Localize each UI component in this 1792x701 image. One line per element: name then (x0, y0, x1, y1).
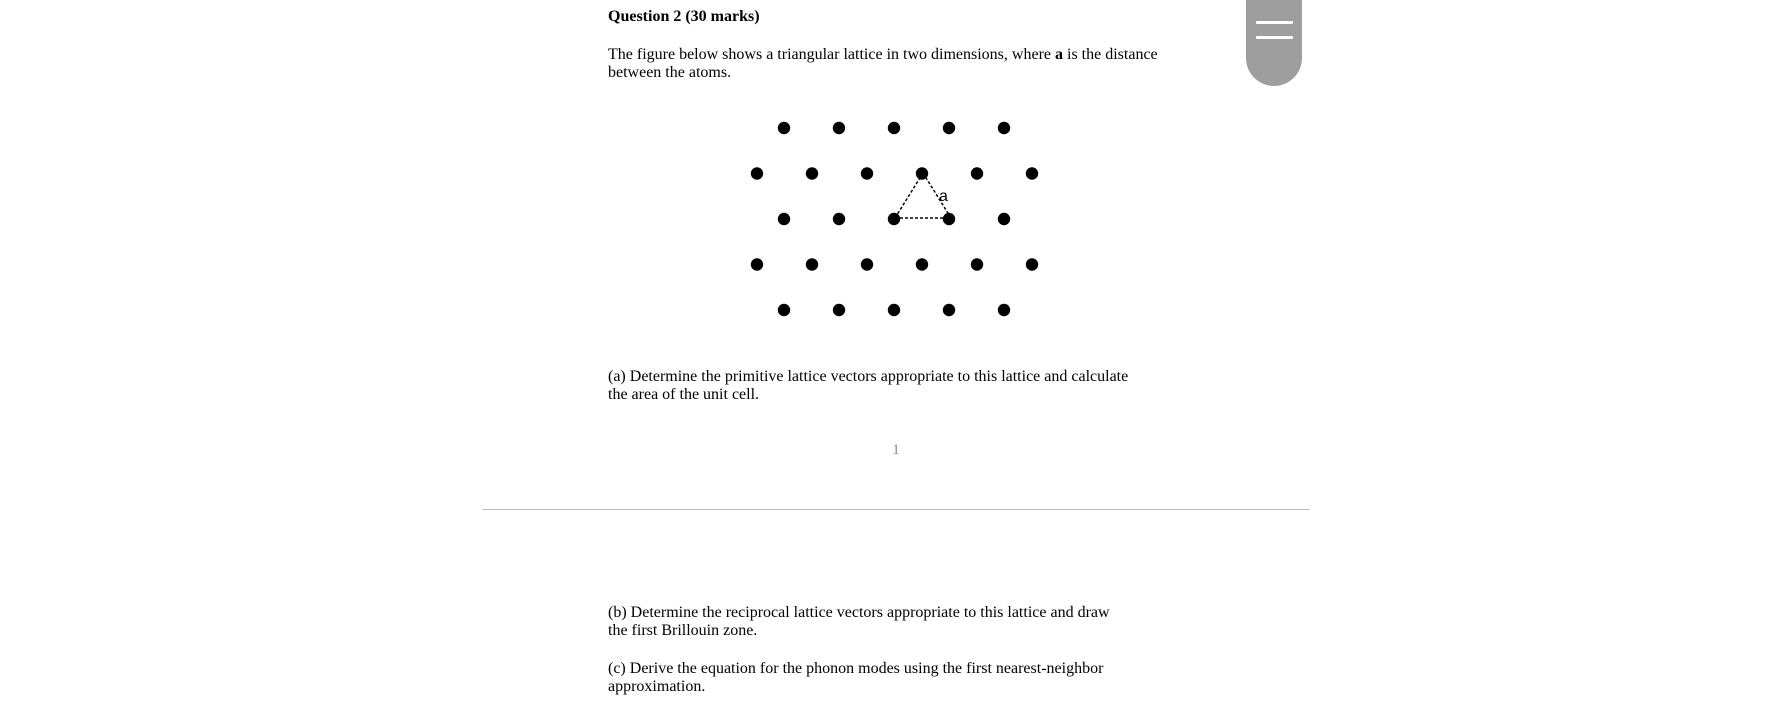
lattice-atom (861, 167, 873, 179)
lattice-atom (998, 213, 1010, 225)
lattice-atom (861, 258, 873, 270)
lattice-atom (943, 122, 955, 134)
lattice-atom (888, 304, 900, 316)
lattice-atom (806, 167, 818, 179)
lattice-atom (833, 213, 845, 225)
lattice-atom (916, 167, 928, 179)
lattice-atoms (751, 122, 1038, 316)
lattice-atom (888, 122, 900, 134)
part-c-question: (c) Derive the equation for the phonon modes using the first nearest-neighbor approximation. (608, 660, 1104, 695)
lattice-atom (751, 167, 763, 179)
lattice-atom (778, 122, 790, 134)
menu-button[interactable] (1246, 0, 1302, 86)
lattice-atom (751, 258, 763, 270)
lattice-atom (888, 213, 900, 225)
intro-text-part2: is the distance between the atoms. (608, 46, 1158, 81)
lattice-atom (806, 258, 818, 270)
part-a-question: (a) Determine the primitive lattice vectors appropriate to this lattice and calculate the area of the unit cell. (608, 368, 1129, 403)
menu-bar-top (1256, 21, 1293, 24)
page-divider (482, 509, 1310, 510)
lattice-atom (778, 213, 790, 225)
intro-text-part1: The figure below shows a triangular lattice in two dimensions, where (608, 46, 1055, 63)
lattice-atom (971, 167, 983, 179)
lattice-atom (916, 258, 928, 270)
question-title: Question 2 (30 marks) (608, 8, 760, 25)
part-b-question: (b) Determine the reciprocal lattice vectors appropriate to this lattice and draw the first Brillouin zone. (608, 604, 1110, 639)
lattice-svg (740, 110, 1050, 320)
lattice-atom (833, 304, 845, 316)
intro-paragraph (608, 46, 1168, 82)
lattice-atom (943, 304, 955, 316)
lattice-atom (943, 213, 955, 225)
lattice-atom (778, 304, 790, 316)
lattice-atom (998, 122, 1010, 134)
page-number: 1 (892, 442, 900, 458)
lattice-spacing-label: a (939, 188, 948, 205)
intro-bold-a: a (1055, 46, 1063, 63)
menu-bar-bottom (1256, 36, 1293, 39)
lattice-atom (971, 258, 983, 270)
triangular-lattice-figure (740, 110, 1050, 320)
lattice-atom (833, 122, 845, 134)
lattice-atom (1026, 258, 1038, 270)
lattice-atom (1026, 167, 1038, 179)
lattice-atom (998, 304, 1010, 316)
unit-cell-edge-left (895, 173, 923, 218)
